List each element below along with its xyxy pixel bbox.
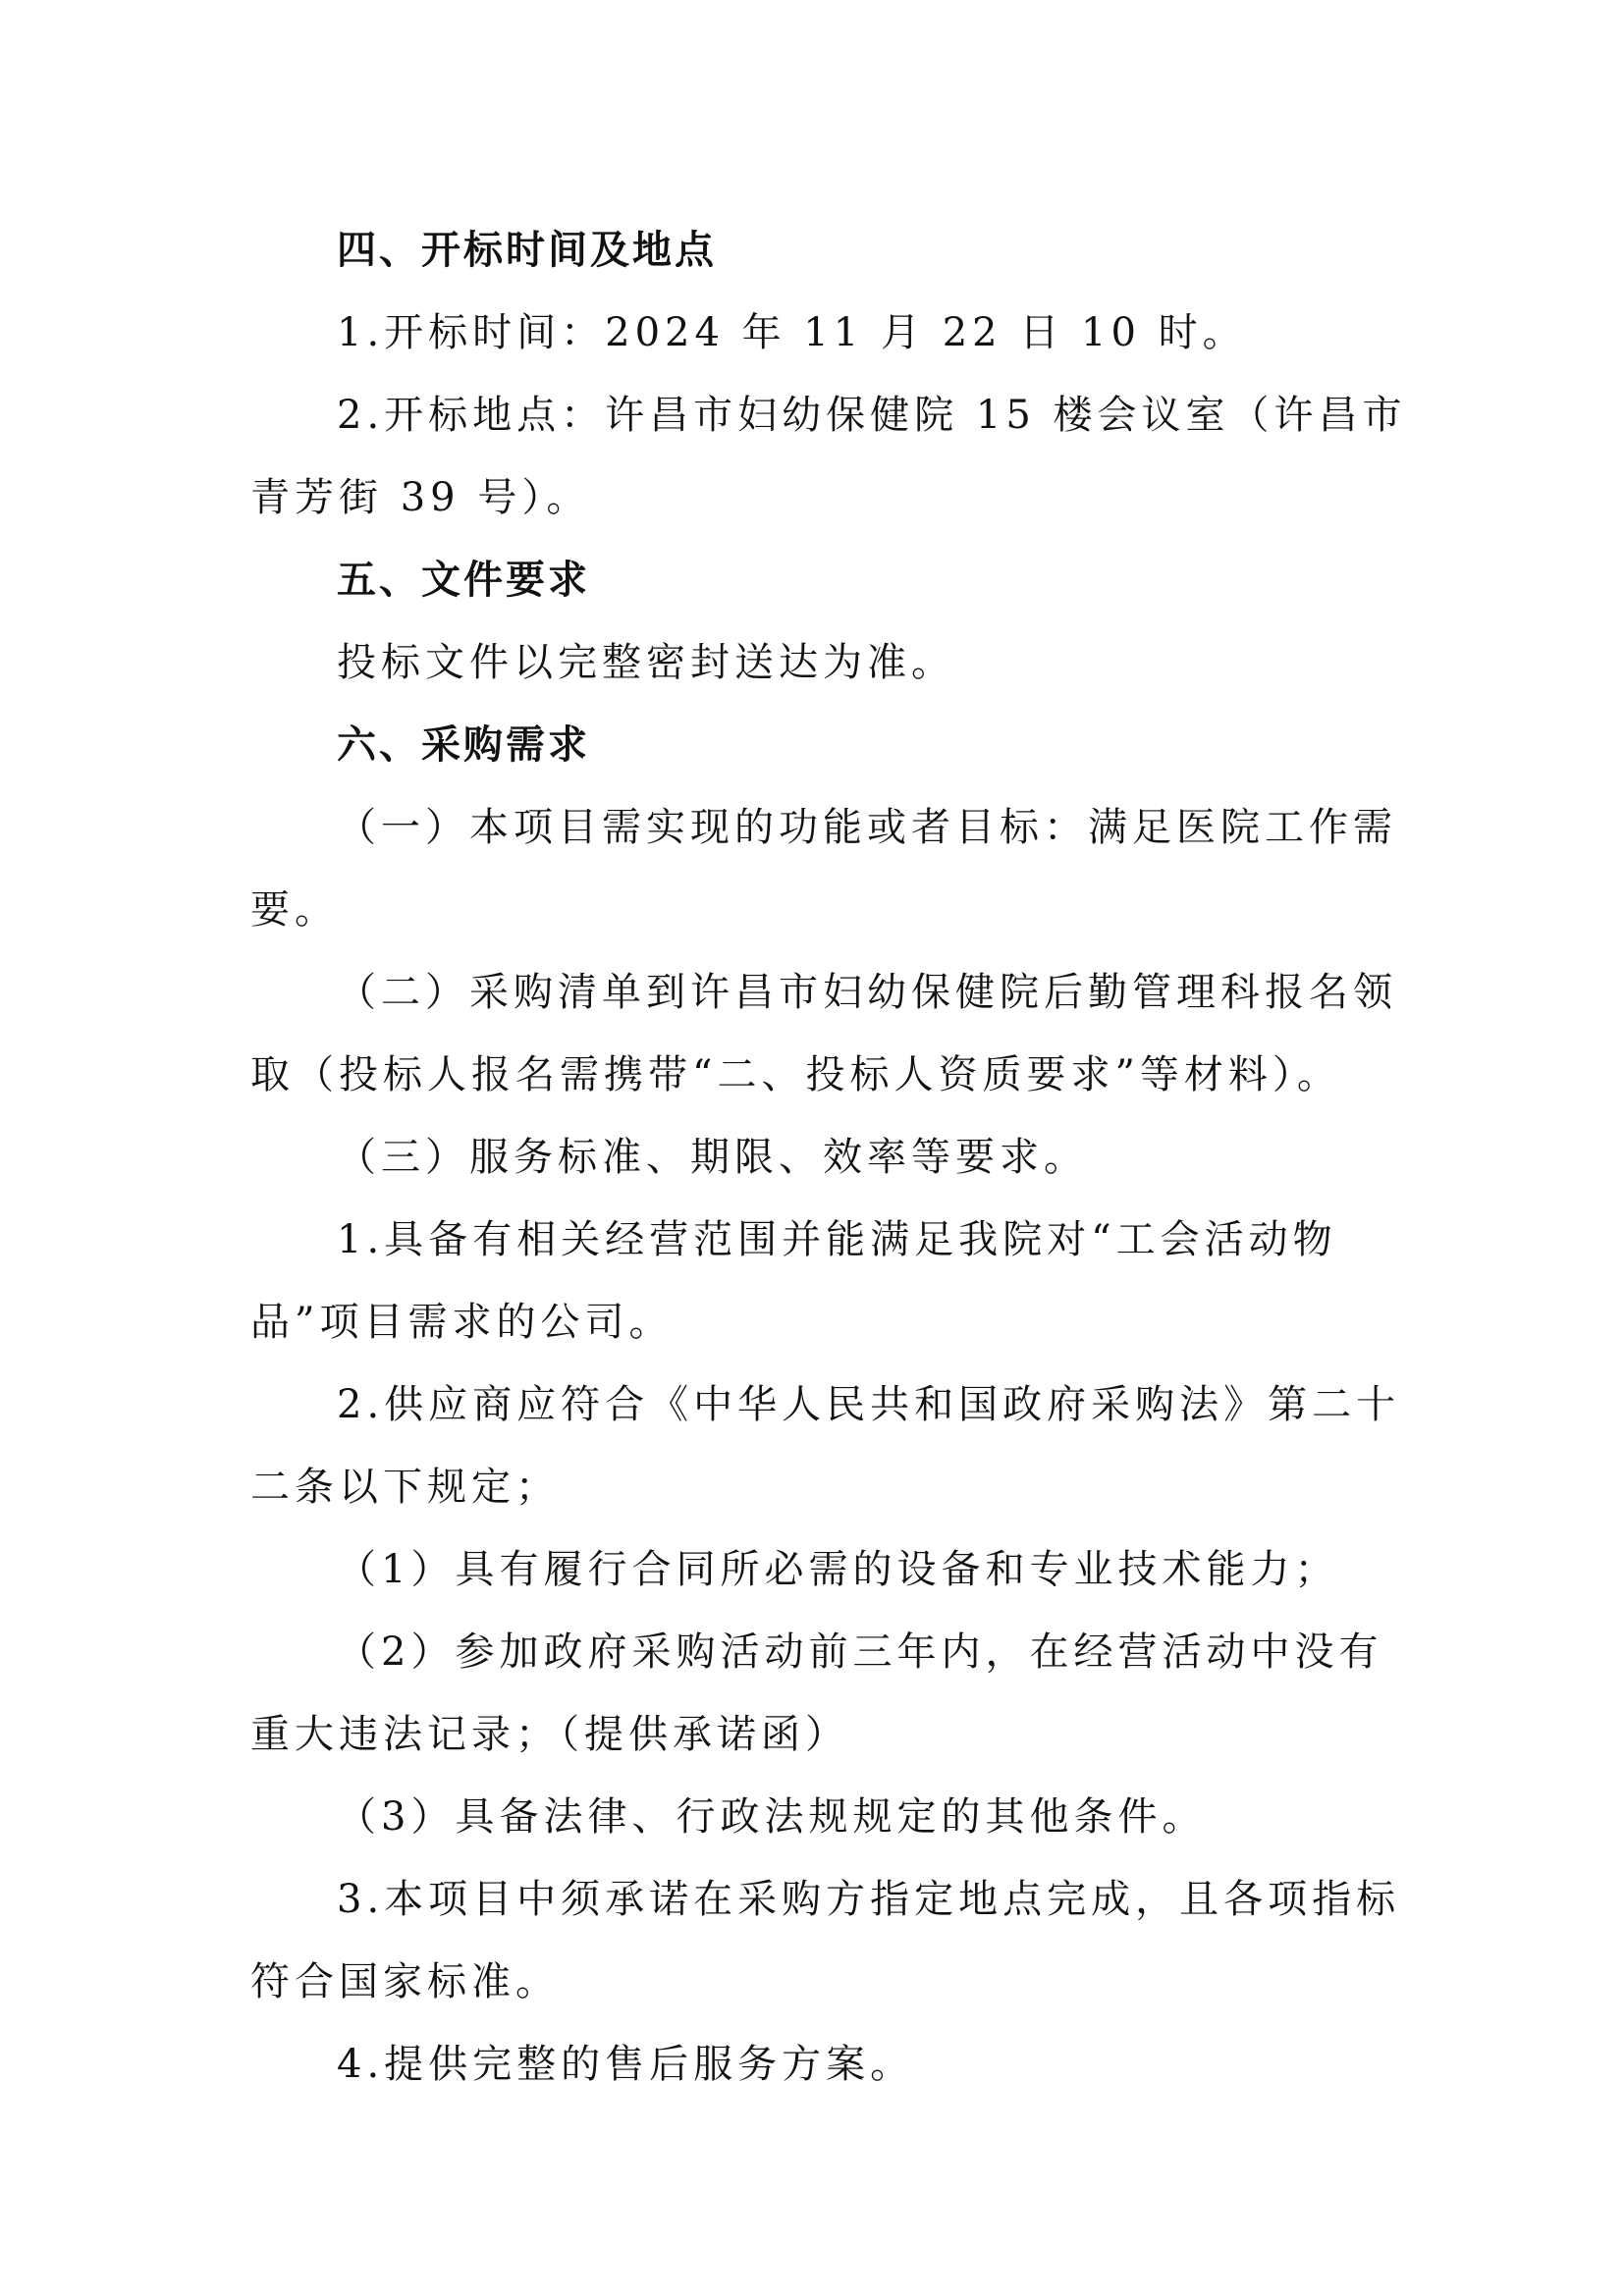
section-heading: 五、文件要求 — [337, 558, 590, 603]
paragraph-line: （二）采购清单到许昌市妇幼保健院后勤管理科报名领 — [337, 970, 1397, 1015]
paragraph-line: 3.本项目中须承诺在采购方指定地点完成，且各项指标 — [337, 1877, 1401, 1922]
section-opening-time-location — [250, 209, 1407, 539]
section-document-requirements — [250, 539, 1389, 704]
paragraph-line: 要。 — [250, 887, 339, 933]
section-heading: 四、开标时间及地点 — [337, 228, 717, 273]
paragraph-opening-location — [250, 374, 1407, 539]
paragraph-sealed-delivery: 投标文件以完整密封送达为准。 — [337, 640, 955, 685]
paragraph-line: 2.供应商应符合《中华人民共和国政府采购法》第二十 — [337, 1382, 1401, 1427]
paragraph-line: 重大违法记录；（提供承诺函） — [250, 1712, 849, 1757]
paragraph-line: 二条以下规定； — [250, 1465, 560, 1510]
requirement-2 — [250, 1363, 1401, 1528]
paragraph-line: 取（投标人报名需携带“二、投标人资质要求”等材料）。 — [250, 1052, 1341, 1097]
paragraph-line: （2）参加政府采购活动前三年内，在经营活动中没有 — [337, 1629, 1383, 1675]
paragraph-opening-time: 1.开标时间：2024 年 11 月 22 日 10 时。 — [337, 310, 1247, 355]
paragraph-line: 2.开标地点：许昌市妇幼保健院 15 楼会议室（许昌市 — [337, 393, 1407, 438]
sub-requirement-3: （3）具备法律、行政法规规定的其他条件。 — [337, 1794, 1207, 1840]
section-heading: 六、采购需求 — [337, 722, 590, 768]
requirement-4: 4.提供完整的售后服务方案。 — [337, 2042, 915, 2087]
paragraph-line: 品”项目需求的公司。 — [250, 1300, 674, 1345]
document-body — [250, 209, 1407, 2106]
paragraph-line: 符合国家标准。 — [250, 1959, 560, 2004]
requirement-3 — [250, 1858, 1401, 2023]
requirement-1 — [250, 1199, 1389, 1363]
section-procurement-requirements — [250, 704, 1401, 2106]
list-item-procurement-list — [250, 951, 1397, 1116]
paragraph-line: （一）本项目需实现的功能或者目标：满足医院工作需 — [337, 805, 1397, 850]
sub-requirement-2 — [250, 1611, 1389, 1776]
paragraph-line: 青芳街 39 号）。 — [250, 475, 591, 520]
sub-requirement-1: （1）具有履行合同所必需的设备和专业技术能力； — [337, 1547, 1339, 1592]
paragraph-line: 1.具备有相关经营范围并能满足我院对“工会活动物 — [337, 1217, 1337, 1262]
list-item-service-standards: （三）服务标准、期限、效率等要求。 — [337, 1135, 1088, 1180]
list-item-objective — [250, 786, 1397, 951]
